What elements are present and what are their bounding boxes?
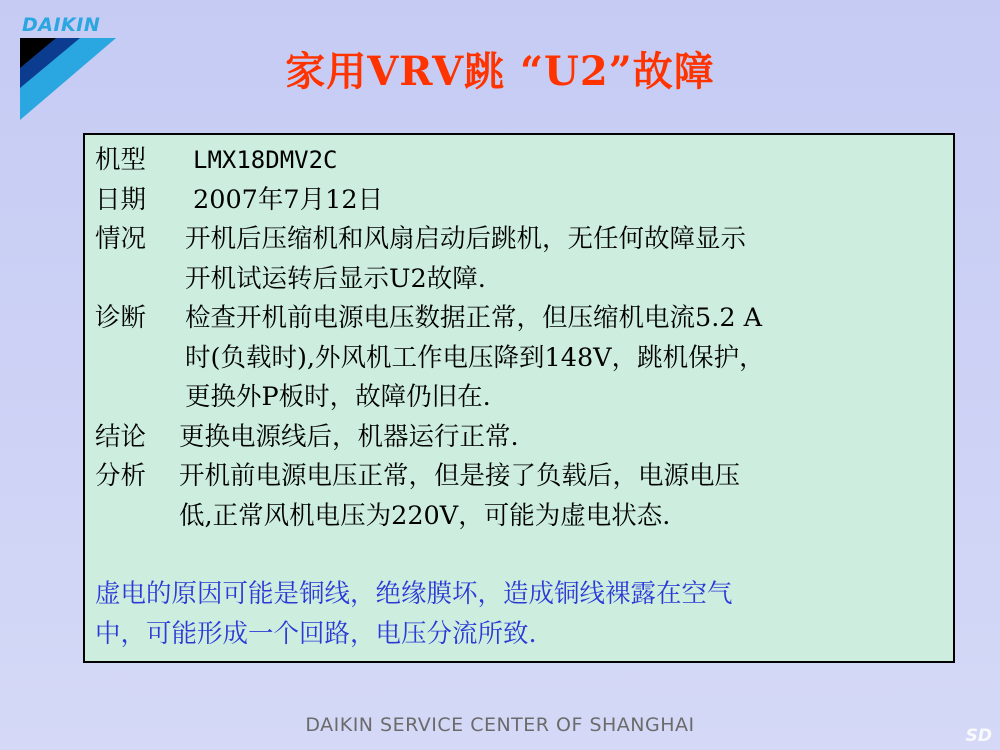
analysis-line-2: 低,正常风机电压为220V，可能为虚电状态. xyxy=(179,500,671,531)
model-label: 机型 xyxy=(95,145,147,175)
page-title: 家用VRV跳 “U2”故障 xyxy=(285,48,715,95)
note-line-1: 虚电的原因可能是铜线，绝缘膜坏，造成铜线裸露在空气 xyxy=(95,579,733,609)
conclusion-value: 更换电源线后，机器运行正常. xyxy=(179,421,519,452)
fault-report-box xyxy=(83,133,955,663)
situation-line-2: 开机试运转后显示U2故障. xyxy=(185,263,486,294)
model-row xyxy=(95,141,943,181)
model-value: LMX18DMV2C xyxy=(193,146,338,174)
analysis-row xyxy=(95,457,943,497)
spacer xyxy=(95,536,943,575)
situation-label: 情况 xyxy=(95,224,147,254)
diagnosis-label: 诊断 xyxy=(95,303,147,333)
note-line-2: 中，可能形成一个回路，电压分流所致. xyxy=(95,618,537,649)
analysis-label: 分析 xyxy=(95,461,147,491)
diagnosis-line-3: 更换外P板时，故障仍旧在. xyxy=(185,382,491,412)
conclusion-row xyxy=(95,418,943,458)
date-label: 日期 xyxy=(95,184,147,215)
footer-text: DAIKIN SERVICE CENTER OF SHANGHAI xyxy=(305,714,695,736)
diagnosis-row xyxy=(95,299,943,339)
situation-line-1: 开机后压缩机和风扇启动后跳机，无任何故障显示 xyxy=(185,224,747,254)
diagnosis-line-2: 时(负载时),外风机工作电压降到148V，跳机保护， xyxy=(185,342,765,373)
conclusion-label: 结论 xyxy=(95,421,147,452)
date-value: 2007年7月12日 xyxy=(193,184,384,215)
situation-row xyxy=(95,220,943,260)
analysis-line-1: 开机前电源电压正常，但是接了负载后，电源电压 xyxy=(179,461,741,491)
watermark: SD xyxy=(965,726,992,746)
date-row xyxy=(95,181,943,221)
logo-wordmark: DAIKIN xyxy=(22,14,101,36)
diagnosis-line-1: 检查开机前电源电压数据正常，但压缩机电流5.2 A xyxy=(185,303,763,333)
